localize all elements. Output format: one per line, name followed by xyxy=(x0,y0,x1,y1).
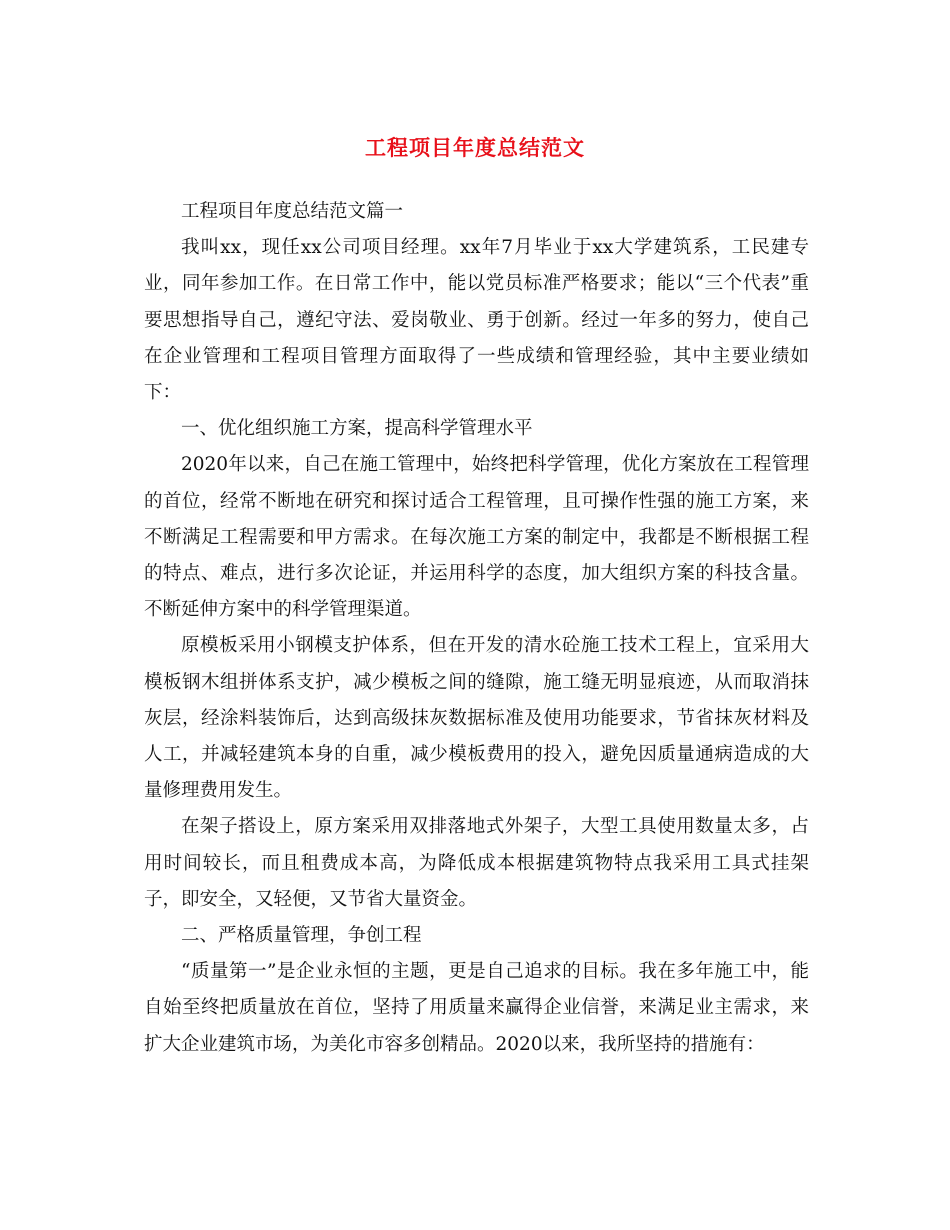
paragraph-subtitle: 工程项目年度总结范文篇一 xyxy=(181,201,404,222)
paragraph-scaffolding: 在架子搭设上，原方案采用双排落地式外架子，大型工具使用数量太多，占用时间较长，而且租费成本高，为降低成本根据建筑物特点我采用工具式挂架子，即安全，又轻便，又节省大量资金。 xyxy=(144,816,809,910)
section-heading-2: 二、严格质量管理，争创工程 xyxy=(181,925,422,947)
paragraph-scientific-management: 2020年以来，自己在施工管理中，始终把科学管理，优化方案放在工程管理的首位，经常不断地在研究和探讨适合工程管理，且可操作性强的施工方案，来不断满足工程需要和甲方需求。在每次施工方案的制定中，我都是不断根据工程的特点、难点，进行多次论证，并运用科学的态度，加大组织方案的科技含量。不断延伸方案中的科学管理渠道。 xyxy=(144,454,809,621)
paragraph-intro: 我叫xx，现任xx公司项目经理。xx年7月毕业于xx大学建筑系，工民建专业，同年参加工作。在日常工作中，能以党员标准严格要求；能以“三个代表”重要思想指导自己，遵纪守法、爱岗敬业、勇于创新。经过一年多的努力，使自己在企业管理和工程项目管理方面取得了一些成绩和管理经验，其中主要业绩如下： xyxy=(144,237,809,404)
document-title: 工程项目年度总结范文 xyxy=(365,136,585,160)
paragraph-quality: “质量第一”是企业永恒的主题，更是自己追求的目标。我在多年施工中，能自始至终把质量放在首位，坚持了用质量来赢得企业信誉，来满足业主需求，来扩大企业建筑市场，为美化市容多创精品。2020以来，我所坚持的措施有： xyxy=(144,961,809,1055)
paragraph-formwork: 原模板采用小钢模支护体系，但在开发的清水砼施工技术工程上，宜采用大模板钢木组拼体系支护，减少模板之间的缝隙，施工缝无明显痕迹，从而取消抹灰层，经涂料装饰后，达到高级抹灰数据标准及使用功能要求，节省抹灰材料及人工，并减轻建筑本身的自重，减少模板费用的投入，避免因质量通病造成的大量修理费用发生。 xyxy=(144,635,809,802)
section-heading-1: 一、优化组织施工方案，提高科学管理水平 xyxy=(181,418,533,440)
document-body xyxy=(144,194,809,1063)
